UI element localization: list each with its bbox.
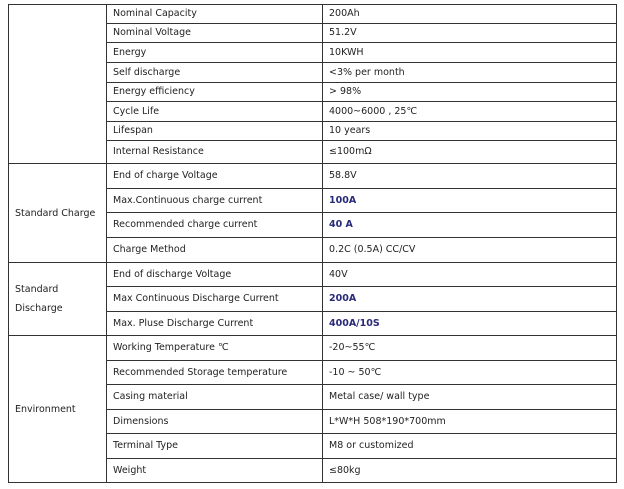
param-label: Nominal Voltage: [107, 24, 323, 43]
table-row: [9, 336, 617, 361]
spec-table: [8, 4, 617, 483]
param-label: Terminal Type: [107, 434, 323, 459]
param-value: 58.8V: [323, 164, 617, 189]
param-value: ≤100mΩ: [323, 141, 617, 164]
param-value: ≤80kg: [323, 459, 617, 483]
group-label-standard-discharge: Standard Discharge: [9, 263, 107, 336]
param-label: Max Continuous Discharge Current: [107, 287, 323, 312]
param-label: Recommended charge current: [107, 213, 323, 238]
group-label-environment: Environment: [9, 336, 107, 483]
param-value: M8 or customized: [323, 434, 617, 459]
param-label: Recommended Storage temperature: [107, 361, 323, 385]
param-label: Nominal Capacity: [107, 5, 323, 24]
param-value: > 98%: [323, 83, 617, 102]
table-row: [9, 5, 617, 24]
param-label: Cycle Life: [107, 102, 323, 122]
param-value: 100A: [323, 189, 617, 213]
param-label: Dimensions: [107, 410, 323, 434]
param-value: 40V: [323, 263, 617, 287]
param-value: <3% per month: [323, 63, 617, 83]
param-label: Energy: [107, 43, 323, 63]
table-row: [9, 263, 617, 287]
param-value: 0.2C (0.5A) CC/CV: [323, 238, 617, 263]
param-label: Working Temperature ℃: [107, 336, 323, 361]
group-label-general: [9, 5, 107, 164]
param-value: 51.2V: [323, 24, 617, 43]
param-value: 200Ah: [323, 5, 617, 24]
param-label: Self discharge: [107, 63, 323, 83]
param-label: Energy efficiency: [107, 83, 323, 102]
param-label: End of discharge Voltage: [107, 263, 323, 287]
param-label: Casing material: [107, 385, 323, 410]
param-label: End of charge Voltage: [107, 164, 323, 189]
param-value: -10 ~ 50℃: [323, 361, 617, 385]
param-label: Max. Pluse Discharge Current: [107, 312, 323, 336]
param-value: Metal case/ wall type: [323, 385, 617, 410]
group-label-standard-charge: Standard Charge: [9, 164, 107, 263]
param-label: Internal Resistance: [107, 141, 323, 164]
param-label: Weight: [107, 459, 323, 483]
param-value: 10KWH: [323, 43, 617, 63]
param-label: Charge Method: [107, 238, 323, 263]
param-value: 40 A: [323, 213, 617, 238]
param-label: Lifespan: [107, 122, 323, 141]
param-value: 10 years: [323, 122, 617, 141]
param-label: Max.Continuous charge current: [107, 189, 323, 213]
param-value: 200A: [323, 287, 617, 312]
table-row: [9, 164, 617, 189]
param-value: 400A/10S: [323, 312, 617, 336]
param-value: 4000~6000 , 25℃: [323, 102, 617, 122]
param-value: L*W*H 508*190*700mm: [323, 410, 617, 434]
param-value: -20~55℃: [323, 336, 617, 361]
